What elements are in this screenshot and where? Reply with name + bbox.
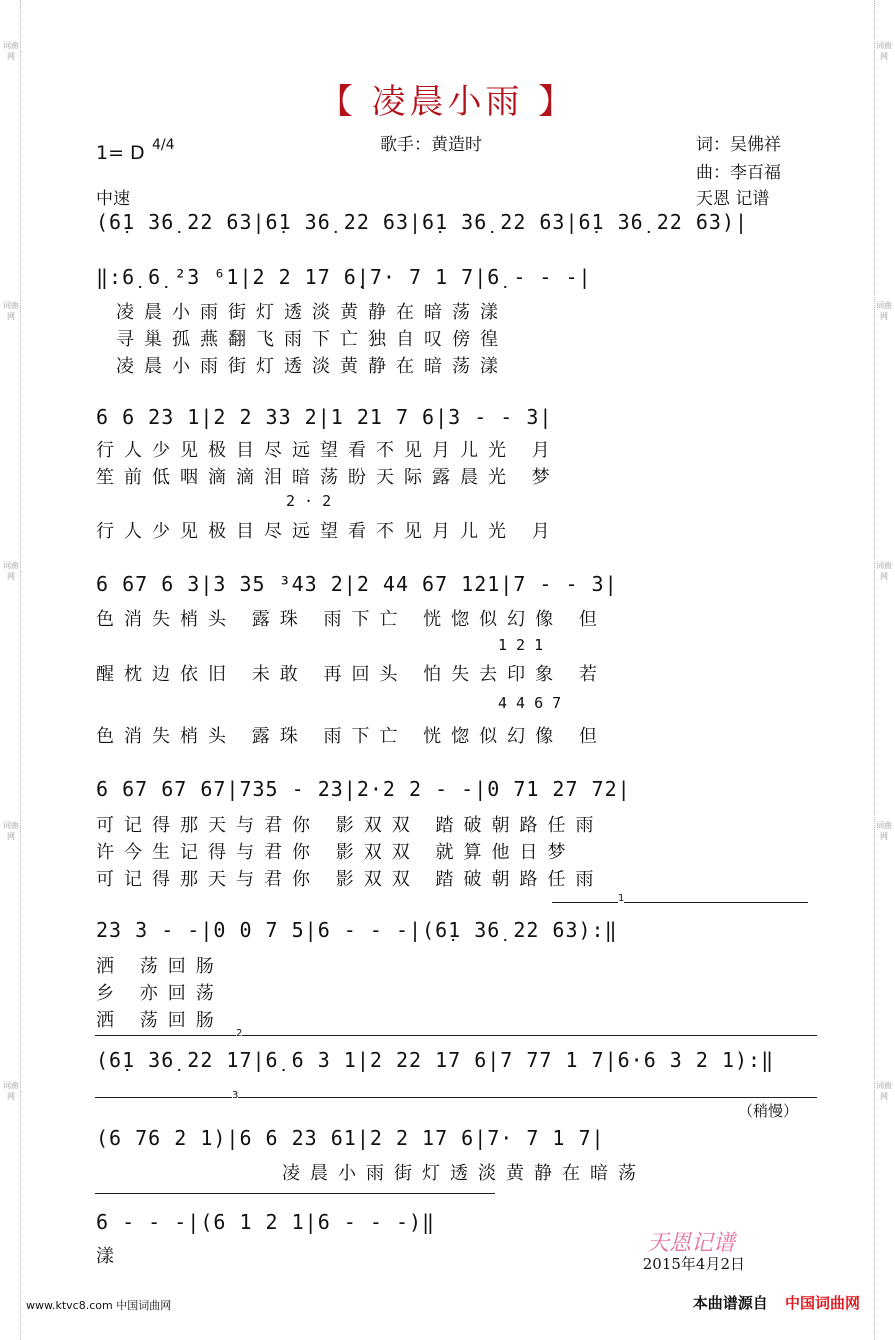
song-title: 【 凌晨小雨 】 xyxy=(318,82,577,122)
singer: 歌手：黄造时 xyxy=(380,135,482,155)
lyric-line: 凌晨小雨街灯透淡黄静在暗荡漾 xyxy=(116,302,508,323)
lyric-line: 乡 亦回荡 xyxy=(96,983,224,1004)
notation-row-6: (6̣1 36̣ 22 17|6̣ 6 3 1|2 22 17 6|7 77 1 7|6·6 3 2 1):‖ xyxy=(96,1048,775,1072)
notation-row-5: 23 3 - -|0 0 7 5|6 - - -|(6̣1 36̣ 22 63):‖ xyxy=(96,918,618,942)
lyric-line: 许今生记得与君你 影双双 就算他日梦 xyxy=(96,842,576,863)
lyric-line: 可记得那天与君你 影双双 踏破朝路任雨 xyxy=(96,815,604,836)
watermark: 词曲网 xyxy=(3,821,19,841)
tempo-marking: （稍慢） xyxy=(738,1102,799,1120)
alternate-notes: 4 4 6 7 xyxy=(498,694,562,712)
watermark: 词曲网 xyxy=(3,41,19,61)
notator: 天恩 记谱 xyxy=(696,189,770,209)
watermark: 词曲网 xyxy=(3,561,19,581)
watermark: 词曲网 xyxy=(3,301,19,321)
notation-row-intro: (6̣1 36̣ 22 63|6̣1 36̣ 22 63|6̣1 36̣ 22 63|6̣1 36̣ 22 63)| xyxy=(96,210,749,234)
notation-row-8: 6 - - -|(6 1 2 1|6 - - -)‖ xyxy=(96,1210,436,1234)
lyric-line: 笙前低咽滴滴泪暗荡盼天际露晨光 梦 xyxy=(96,467,560,488)
volta-number: 2 xyxy=(236,1028,243,1039)
lyric-line: 凌晨小雨街灯透淡黄静在暗荡 xyxy=(282,1163,646,1184)
lyricist: 词：吴佛祥 xyxy=(696,135,781,155)
watermark: 词曲网 xyxy=(876,301,892,321)
footer-source-link[interactable]: 中国词曲网 xyxy=(784,1294,860,1312)
lyric-line: 色消失梢头 露珠 雨下亡 恍惚似幻像 但 xyxy=(96,609,607,630)
lyric-line: 洒 荡回肠 xyxy=(96,1010,224,1031)
volta-bracket xyxy=(552,902,808,903)
notation-row-1: ‖:6̣ 6̣ ²3 ⁶1|2 2 17 6̣|7· 7 1 7|6̣ - - -| xyxy=(96,265,592,289)
footer-source xyxy=(693,1292,860,1313)
watermark: 词曲网 xyxy=(876,1081,892,1101)
time-signature: 4/4 xyxy=(152,137,175,153)
lyric-line: 凌晨小雨街灯透淡黄静在暗荡漾 xyxy=(116,356,508,377)
date: 2015年4月2日 xyxy=(642,1255,745,1273)
notation-row-2: 6 6 23 1|2 2 33 2|1 21 7 6|3 - - 3| xyxy=(96,405,553,429)
lyric-line: 漾 xyxy=(96,1246,124,1267)
watermark: 词曲网 xyxy=(876,561,892,581)
notation-row-3: 6 67 6 3|3 35 ³43 2|2 44 67 121|7 - - 3| xyxy=(96,572,618,596)
key-signature: 1= D xyxy=(96,142,145,164)
composer: 曲：李百福 xyxy=(696,163,781,183)
lyric-line: 洒 荡回肠 xyxy=(96,956,224,977)
watermark: 词曲网 xyxy=(876,41,892,61)
lyric-line: 醒枕边依旧 未敢 再回头 怕失去印象 若 xyxy=(96,664,607,685)
lyric-line: 行人少见极目尽远望看不见月儿光 月 xyxy=(96,440,560,461)
lyric-line: 寻巢孤燕翻飞雨下亡独自叹傍徨 xyxy=(116,329,508,350)
volta-bracket xyxy=(95,1097,817,1098)
volta-number: 3 xyxy=(232,1090,239,1101)
alternate-notes: 2 · 2 xyxy=(286,492,332,510)
tempo: 中速 xyxy=(96,189,130,209)
watermark: 词曲网 xyxy=(3,1081,19,1101)
volta-number: 1 xyxy=(618,893,625,904)
volta-bracket xyxy=(95,1035,817,1036)
watermark: 词曲网 xyxy=(876,821,892,841)
notation-row-4: 6 67 67 67|735 - 23|2·2 2 - -|0 71 27 72| xyxy=(96,777,631,801)
lyric-line: 色消失梢头 露珠 雨下亡 恍惚似幻像 但 xyxy=(96,726,607,747)
alternate-notes: 1 2 1 xyxy=(498,636,544,654)
footer-source-text: 本曲谱源自 xyxy=(692,1294,768,1312)
lyric-line: 行人少见极目尽远望看不见月儿光 月 xyxy=(96,521,560,542)
right-watermark-strip xyxy=(874,0,893,1340)
volta-bracket xyxy=(95,1193,495,1194)
footer-site: www.ktvc8.com 中国词曲网 xyxy=(26,1299,172,1312)
lyric-line: 可记得那天与君你 影双双 踏破朝路任雨 xyxy=(96,869,604,890)
left-watermark-strip xyxy=(2,0,21,1340)
notation-row-7: (6 76 2 1)|6 6 23 61|2 2 17 6|7· 7 1 7| xyxy=(96,1126,605,1150)
notator-stamp: 天恩记谱 xyxy=(646,1231,735,1256)
